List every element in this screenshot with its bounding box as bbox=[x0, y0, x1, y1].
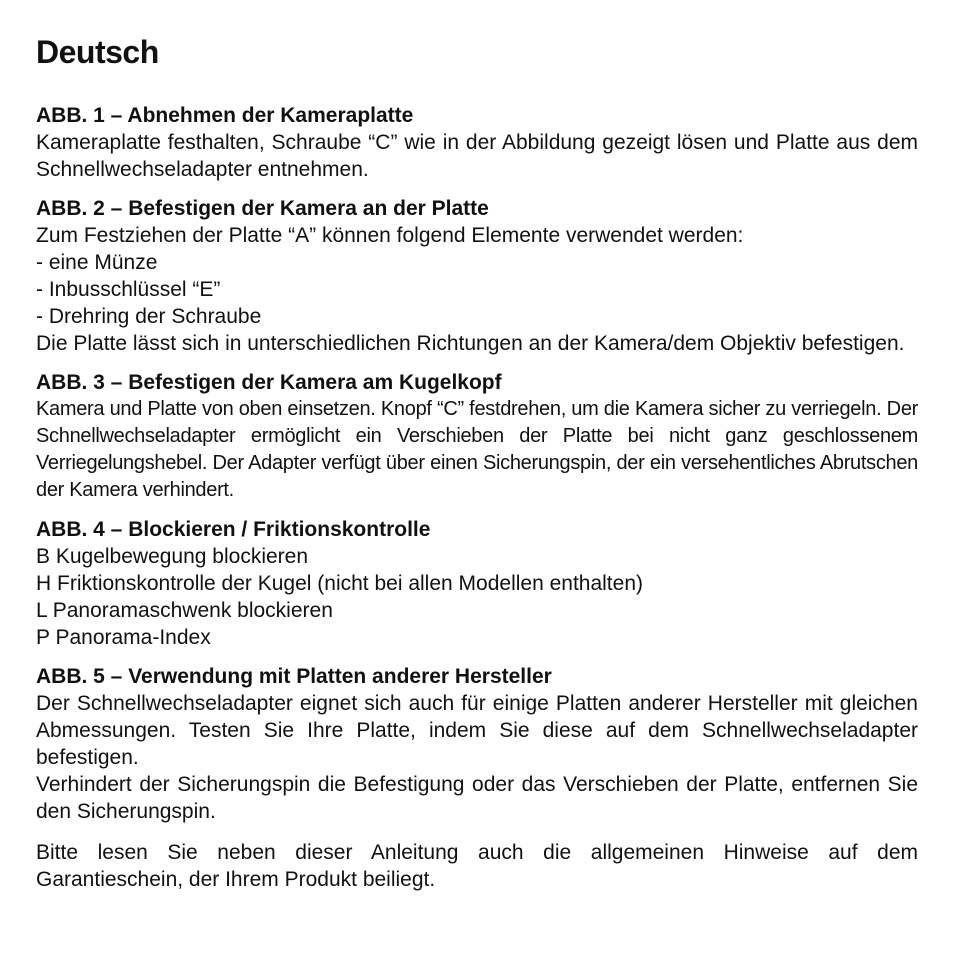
closing-note: Bitte lesen Sie neben dieser Anleitung auch die allgemeinen Hinweise auf dem Garantieschein, der Ihrem Produkt beiliegt. bbox=[36, 841, 918, 891]
section-abb-2 bbox=[36, 195, 918, 357]
section-heading: ABB. 1 – Abnehmen der Kameraplatte bbox=[36, 104, 414, 127]
page-title: Deutsch bbox=[36, 34, 159, 70]
section-heading: ABB. 5 – Verwendung mit Platten anderer Hersteller bbox=[36, 665, 552, 688]
section-intro: Zum Festziehen der Platte “A” können folgend Elemente verwendet werden: bbox=[36, 224, 744, 247]
list-item: - eine Münze bbox=[36, 251, 158, 274]
list-item: B Kugelbewegung blockieren bbox=[36, 545, 309, 568]
section-abb-4 bbox=[36, 516, 918, 651]
section-heading: ABB. 4 – Blockieren / Friktionskontrolle bbox=[36, 518, 431, 541]
section-abb-1 bbox=[36, 102, 918, 183]
section-text-2: Verhindert der Sicherungspin die Befestigung oder das Verschieben der Platte, entfernen Sie den Sicherungspin. bbox=[36, 773, 918, 823]
section-text: Kameraplatte festhalten, Schraube “C” wie in der Abbildung gezeigt lösen und Platte aus dem Schnellwechseladapter entnehmen. bbox=[36, 131, 918, 181]
list-item: P Panorama-Index bbox=[36, 626, 211, 649]
document-page bbox=[36, 28, 918, 893]
section-heading: ABB. 3 – Befestigen der Kamera am Kugelkopf bbox=[36, 371, 502, 394]
section-text: Der Schnellwechseladapter eignet sich auch für einige Platten anderer Hersteller mit gleichen Abmessungen. Testen Sie Ihre Platte, indem Sie diese auf dem Schnellwechseladapter befestigen. bbox=[36, 692, 918, 769]
list-item: - Inbusschlüssel “E” bbox=[36, 278, 221, 301]
section-abb-5 bbox=[36, 663, 918, 825]
list-item: H Friktionskontrolle der Kugel (nicht bei allen Modellen enthalten) bbox=[36, 572, 643, 595]
list-item: - Drehring der Schraube bbox=[36, 305, 262, 328]
section-abb-3 bbox=[36, 369, 918, 504]
section-text: Kamera und Platte von oben einsetzen. Knopf “C” festdrehen, um die Kamera sicher zu verriegeln. Der Schnellwechseladapter ermöglicht ein Verschieben der Platte bei nicht ganz geschlossenem Verriegelungshebel. Der Adapter verfügt über einen Sicherungspin, der ein versehentliches Abrutschen der Kamera verhindert. bbox=[36, 398, 918, 501]
section-heading: ABB. 2 – Befestigen der Kamera an der Platte bbox=[36, 197, 489, 220]
section-text: Die Platte lässt sich in unterschiedlichen Richtungen an der Kamera/dem Objektiv befestigen. bbox=[36, 332, 905, 355]
list-item: L Panoramaschwenk blockieren bbox=[36, 599, 333, 622]
